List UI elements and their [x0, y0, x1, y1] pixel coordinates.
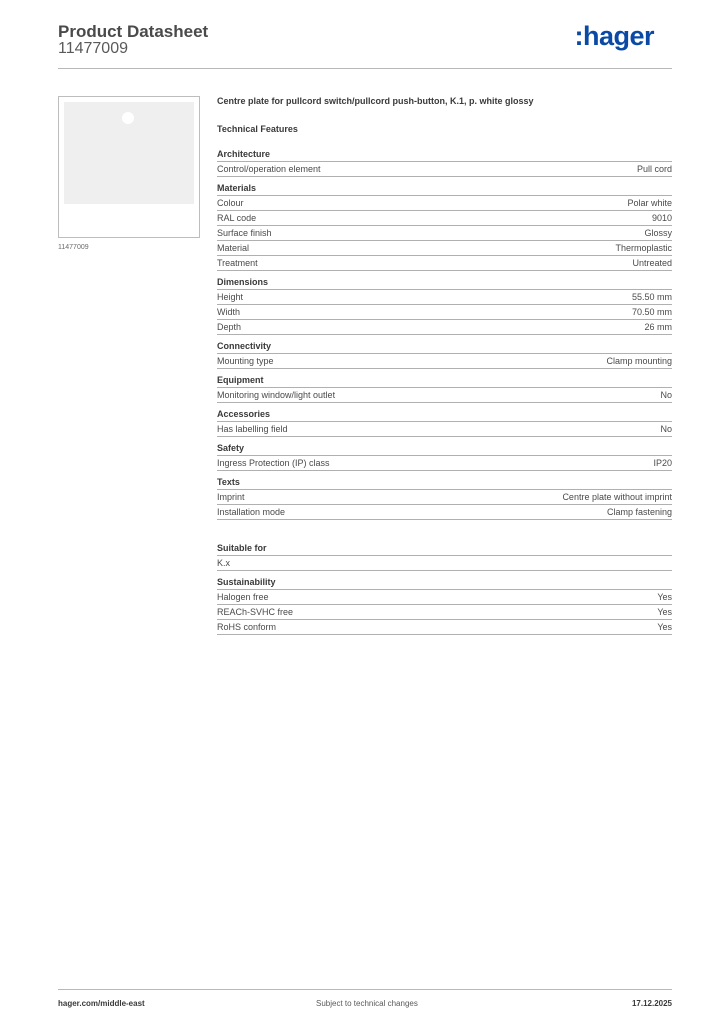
spec-row [217, 490, 672, 505]
section-title: Safety [217, 442, 672, 456]
spec-value: Yes [657, 607, 672, 617]
product-image [58, 96, 200, 238]
spec-value: Clamp fastening [606, 507, 672, 517]
spec-row [217, 196, 672, 211]
spec-value: IP20 [653, 458, 672, 468]
pullcord-hole [122, 112, 134, 124]
spec-row [217, 605, 672, 620]
spec-value: Centre plate without imprint [562, 492, 672, 502]
spec-section [217, 148, 672, 177]
spec-row [217, 505, 672, 520]
section-title: Architecture [217, 148, 672, 162]
section-title: Connectivity [217, 340, 672, 354]
spec-section [217, 442, 672, 471]
footer-date: 17.12.2025 [631, 999, 672, 1008]
spec-content [217, 94, 672, 635]
footer-notice: Subject to technical changes [316, 999, 418, 1008]
spec-label: Installation mode [217, 507, 286, 517]
spec-section [217, 576, 672, 635]
spec-row [217, 422, 672, 437]
spec-value: No [660, 390, 672, 400]
spec-label: Imprint [217, 492, 245, 502]
spec-label: K.x [217, 558, 231, 568]
spec-value: Pull cord [636, 164, 672, 174]
spec-value: Yes [657, 622, 672, 632]
section-title: Accessories [217, 408, 672, 422]
spec-section [217, 340, 672, 369]
spec-value: Polar white [627, 198, 672, 208]
spec-row [217, 241, 672, 256]
section-title: Texts [217, 476, 672, 490]
section-title: Suitable for [217, 542, 672, 556]
technical-features-heading: Technical Features [217, 124, 298, 134]
spec-value: Yes [657, 592, 672, 602]
spec-label: Colour [217, 198, 244, 208]
spec-row [217, 620, 672, 635]
spec-label: Surface finish [217, 228, 272, 238]
spec-label: Depth [217, 322, 242, 332]
spec-value: Glossy [644, 228, 672, 238]
spec-label: RAL code [217, 213, 257, 223]
section-title: Equipment [217, 374, 672, 388]
spec-value: Thermoplastic [615, 243, 672, 253]
spec-row [217, 226, 672, 241]
spec-label: Material [217, 243, 250, 253]
spec-label: Width [217, 307, 241, 317]
document-title: Product Datasheet [58, 22, 209, 41]
spec-section [217, 408, 672, 437]
spec-row [217, 162, 672, 177]
spec-label: Height [217, 292, 244, 302]
spec-label: Ingress Protection (IP) class [217, 458, 330, 468]
product-description: Centre plate for pullcord switch/pullcord push-button, K.1, p. white glossy [217, 96, 534, 106]
spec-value: 9010 [651, 213, 672, 223]
spec-label: RoHS conform [217, 622, 277, 632]
spec-label: Monitoring window/light outlet [217, 390, 336, 400]
spec-value: 55.50 mm [631, 292, 672, 302]
spec-label: Mounting type [217, 356, 274, 366]
spec-section [217, 276, 672, 335]
spec-row [217, 305, 672, 320]
spec-label: Treatment [217, 258, 258, 268]
spec-section [217, 476, 672, 520]
spec-value: Untreated [632, 258, 672, 268]
spec-label: Halogen free [217, 592, 269, 602]
spec-value: No [660, 424, 672, 434]
spec-value: 70.50 mm [631, 307, 672, 317]
spec-label: Control/operation element [217, 164, 321, 174]
section-title: Dimensions [217, 276, 672, 290]
page-footer [58, 989, 672, 1014]
spec-value: 26 mm [644, 322, 672, 332]
spec-row [217, 388, 672, 403]
image-caption: 11477009 [58, 244, 89, 251]
spec-value: Clamp mounting [606, 356, 672, 366]
page-header [58, 20, 672, 69]
spec-row [217, 320, 672, 335]
spec-section [217, 542, 672, 571]
centre-plate-image [64, 102, 194, 204]
hager-logo: :hager [574, 21, 654, 51]
spec-row [217, 290, 672, 305]
section-title: Materials [217, 182, 672, 196]
spec-section [217, 182, 672, 271]
footer-website: hager.com/middle-east [58, 999, 145, 1008]
spec-row [217, 211, 672, 226]
spec-row [217, 456, 672, 471]
spec-row [217, 256, 672, 271]
spec-row [217, 590, 672, 605]
spec-row [217, 354, 672, 369]
spec-label: Has labelling field [217, 424, 288, 434]
spec-section [217, 374, 672, 403]
spec-row [217, 556, 672, 571]
section-title: Sustainability [217, 576, 672, 590]
product-number: 11477009 [58, 40, 128, 57]
spec-label: REACh-SVHC free [217, 607, 294, 617]
spec-sections [217, 148, 672, 635]
